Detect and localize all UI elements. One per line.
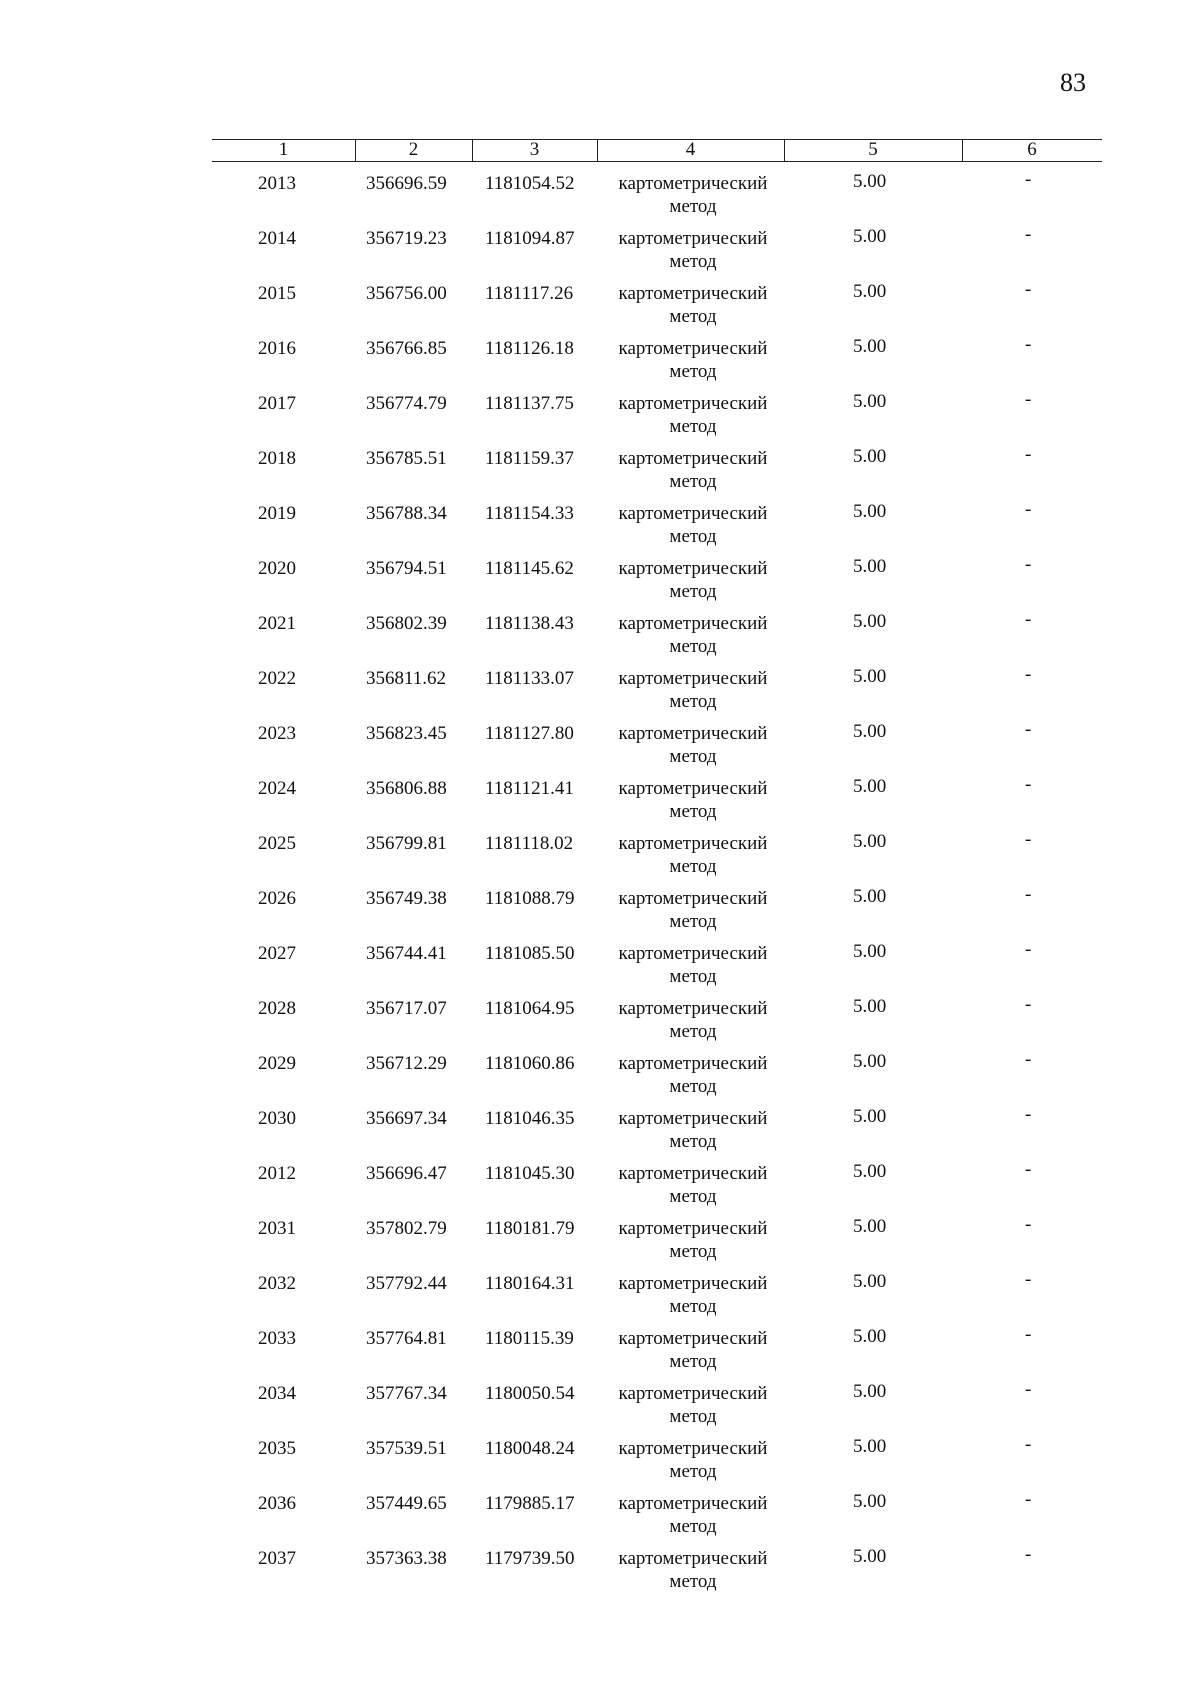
table-row [0,1269,1200,1327]
y-coordinate: 1181060.86 [485,1053,575,1074]
point-number: 2027 [258,943,296,964]
method-text: картометрический метод [618,448,768,492]
table-row [0,994,1200,1052]
y-coordinate: 1181085.50 [485,943,575,964]
y-coordinate: 1181126.18 [485,338,574,359]
point-number: 2024 [258,778,296,799]
note-dash: - [1025,169,1032,190]
note-dash: - [1025,829,1032,850]
accuracy-value: 5.00 [853,1546,887,1567]
point-number: 2013 [258,173,296,194]
note-dash: - [1025,774,1032,795]
x-coordinate: 357792.44 [366,1273,447,1294]
table-row [0,774,1200,832]
accuracy-value: 5.00 [853,1436,887,1457]
x-coordinate: 356766.85 [366,338,447,359]
x-coordinate: 356744.41 [366,943,447,964]
x-coordinate: 356749.38 [366,888,447,909]
x-coordinate: 356811.62 [366,668,447,689]
y-coordinate: 1181145.62 [485,558,574,579]
table-row [0,334,1200,392]
method-text: картометрический метод [618,1273,768,1317]
x-coordinate: 356799.81 [366,833,447,854]
method-text: картометрический метод [618,558,768,602]
point-number: 2022 [258,668,296,689]
method-text: картометрический метод [618,1328,768,1372]
table-row [0,664,1200,722]
point-number: 2014 [258,228,296,249]
y-coordinate: 1181046.35 [485,1108,575,1129]
y-coordinate: 1181045.30 [485,1163,575,1184]
header-col-1: 1 [278,139,289,160]
note-dash: - [1025,1324,1032,1345]
note-dash: - [1025,1214,1032,1235]
table-row [0,1379,1200,1437]
method-text: картометрический метод [618,173,768,217]
method-text: картометрический метод [618,1493,768,1537]
table-row [0,1104,1200,1162]
method-text: картометрический метод [618,613,768,657]
accuracy-value: 5.00 [853,281,887,302]
note-dash: - [1025,224,1032,245]
method-text: картометрический метод [618,338,768,382]
method-text: картометрический метод [618,503,768,547]
x-coordinate: 356806.88 [366,778,447,799]
point-number: 2025 [258,833,296,854]
note-dash: - [1025,664,1032,685]
note-dash: - [1025,939,1032,960]
table-row [0,719,1200,777]
x-coordinate: 356697.34 [366,1108,447,1129]
accuracy-value: 5.00 [853,446,887,467]
header-col-5: 5 [868,139,878,160]
x-coordinate: 356785.51 [366,448,447,469]
point-number: 2028 [258,998,296,1019]
header-col-6: 6 [1027,139,1037,160]
header-col-3: 3 [529,139,540,160]
point-number: 2021 [258,613,296,634]
x-coordinate: 357802.79 [366,1218,447,1239]
accuracy-value: 5.00 [853,391,887,412]
method-text: картометрический метод [618,723,768,767]
method-text: картометрический метод [618,943,768,987]
point-number: 2036 [258,1493,296,1514]
x-coordinate: 356696.47 [366,1163,447,1184]
y-coordinate: 1180164.31 [485,1273,575,1294]
accuracy-value: 5.00 [853,1491,887,1512]
method-text: картометрический метод [618,1053,768,1097]
accuracy-value: 5.00 [853,666,887,687]
method-text: картометрический метод [618,1163,768,1207]
accuracy-value: 5.00 [853,611,887,632]
table-row [0,554,1200,612]
method-text: картометрический метод [618,668,768,712]
accuracy-value: 5.00 [853,1271,887,1292]
table-row [0,1049,1200,1107]
table-row [0,1544,1200,1602]
x-coordinate: 357363.38 [366,1548,447,1569]
method-text: картометрический метод [618,393,768,437]
x-coordinate: 357449.65 [366,1493,447,1514]
y-coordinate: 1179885.17 [485,1493,575,1514]
note-dash: - [1025,1434,1032,1455]
x-coordinate: 356756.00 [366,283,447,304]
header-bottom-rule [212,161,1102,162]
y-coordinate: 1181088.79 [485,888,575,909]
y-coordinate: 1181159.37 [485,448,574,469]
y-coordinate: 1180181.79 [485,1218,575,1239]
note-dash: - [1025,1049,1032,1070]
point-number: 2033 [258,1328,296,1349]
header-col-2: 2 [408,139,419,160]
table-row [0,279,1200,337]
x-coordinate: 356802.39 [366,613,447,634]
page-number: 83 [1060,68,1086,97]
accuracy-value: 5.00 [853,1326,887,1347]
x-coordinate: 356717.07 [366,998,447,1019]
accuracy-value: 5.00 [853,776,887,797]
method-text: картометрический метод [618,1438,768,1482]
accuracy-value: 5.00 [853,336,887,357]
point-number: 2037 [258,1548,296,1569]
accuracy-value: 5.00 [853,501,887,522]
note-dash: - [1025,279,1032,300]
y-coordinate: 1179739.50 [485,1548,575,1569]
table-row [0,939,1200,997]
point-number: 2035 [258,1438,296,1459]
point-number: 2012 [258,1163,296,1184]
y-coordinate: 1181094.87 [485,228,575,249]
note-dash: - [1025,554,1032,575]
note-dash: - [1025,1544,1032,1565]
accuracy-value: 5.00 [853,831,887,852]
note-dash: - [1025,499,1032,520]
x-coordinate: 357767.34 [366,1383,447,1404]
accuracy-value: 5.00 [853,226,887,247]
table-row [0,884,1200,942]
point-number: 2032 [258,1273,296,1294]
method-text: картометрический метод [618,888,768,932]
x-coordinate: 356823.45 [366,723,447,744]
note-dash: - [1025,609,1032,630]
header-col-4: 4 [685,139,696,160]
y-coordinate: 1181138.43 [485,613,574,634]
x-coordinate: 357539.51 [366,1438,447,1459]
y-coordinate: 1181121.41 [485,778,574,799]
table-row [0,499,1200,557]
accuracy-value: 5.00 [853,556,887,577]
table-row [0,1324,1200,1382]
point-number: 2023 [258,723,296,744]
note-dash: - [1025,884,1032,905]
method-text: картометрический метод [618,1218,768,1262]
point-number: 2016 [258,338,296,359]
note-dash: - [1025,444,1032,465]
note-dash: - [1025,1159,1032,1180]
method-text: картометрический метод [618,283,768,327]
accuracy-value: 5.00 [853,941,887,962]
note-dash: - [1025,719,1032,740]
x-coordinate: 356788.34 [366,503,447,524]
accuracy-value: 5.00 [853,171,887,192]
accuracy-value: 5.00 [853,1381,887,1402]
accuracy-value: 5.00 [853,996,887,1017]
table-row [0,609,1200,667]
x-coordinate: 356774.79 [366,393,447,414]
x-coordinate: 356719.23 [366,228,447,249]
y-coordinate: 1180050.54 [485,1383,575,1404]
table-row [0,1489,1200,1547]
y-coordinate: 1180048.24 [485,1438,575,1459]
table-row [0,169,1200,227]
method-text: картометрический метод [618,833,768,877]
note-dash: - [1025,1379,1032,1400]
point-number: 2018 [258,448,296,469]
table-body [0,169,1200,1602]
point-number: 2015 [258,283,296,304]
accuracy-value: 5.00 [853,1161,887,1182]
y-coordinate: 1181127.80 [485,723,574,744]
x-coordinate: 356712.29 [366,1053,447,1074]
method-text: картометрический метод [618,228,768,272]
point-number: 2031 [258,1218,296,1239]
table-row [0,1214,1200,1272]
y-coordinate: 1180115.39 [485,1328,574,1349]
y-coordinate: 1181064.95 [485,998,575,1019]
table-row [0,829,1200,887]
y-coordinate: 1181117.26 [485,283,574,304]
table-row [0,1434,1200,1492]
point-number: 2019 [258,503,296,524]
x-coordinate: 357764.81 [366,1328,447,1349]
method-text: картометрический метод [618,1548,768,1592]
note-dash: - [1025,1104,1032,1125]
method-text: картометрический метод [618,998,768,1042]
point-number: 2029 [258,1053,296,1074]
note-dash: - [1025,389,1032,410]
note-dash: - [1025,334,1032,355]
table-header [212,139,1102,163]
y-coordinate: 1181137.75 [485,393,574,414]
point-number: 2017 [258,393,296,414]
table-row [0,444,1200,502]
accuracy-value: 5.00 [853,721,887,742]
table-row [0,389,1200,447]
y-coordinate: 1181133.07 [485,668,574,689]
point-number: 2030 [258,1108,296,1129]
note-dash: - [1025,1489,1032,1510]
accuracy-value: 5.00 [853,1051,887,1072]
method-text: картометрический метод [618,1108,768,1152]
method-text: картометрический метод [618,778,768,822]
accuracy-value: 5.00 [853,886,887,907]
table-row [0,1159,1200,1217]
method-text: картометрический метод [618,1383,768,1427]
table-row [0,224,1200,282]
note-dash: - [1025,1269,1032,1290]
point-number: 2034 [258,1383,296,1404]
point-number: 2020 [258,558,296,579]
y-coordinate: 1181118.02 [485,833,574,854]
y-coordinate: 1181054.52 [485,173,575,194]
point-number: 2026 [258,888,296,909]
y-coordinate: 1181154.33 [485,503,574,524]
accuracy-value: 5.00 [853,1216,887,1237]
x-coordinate: 356794.51 [366,558,447,579]
accuracy-value: 5.00 [853,1106,887,1127]
x-coordinate: 356696.59 [366,173,447,194]
note-dash: - [1025,994,1032,1015]
